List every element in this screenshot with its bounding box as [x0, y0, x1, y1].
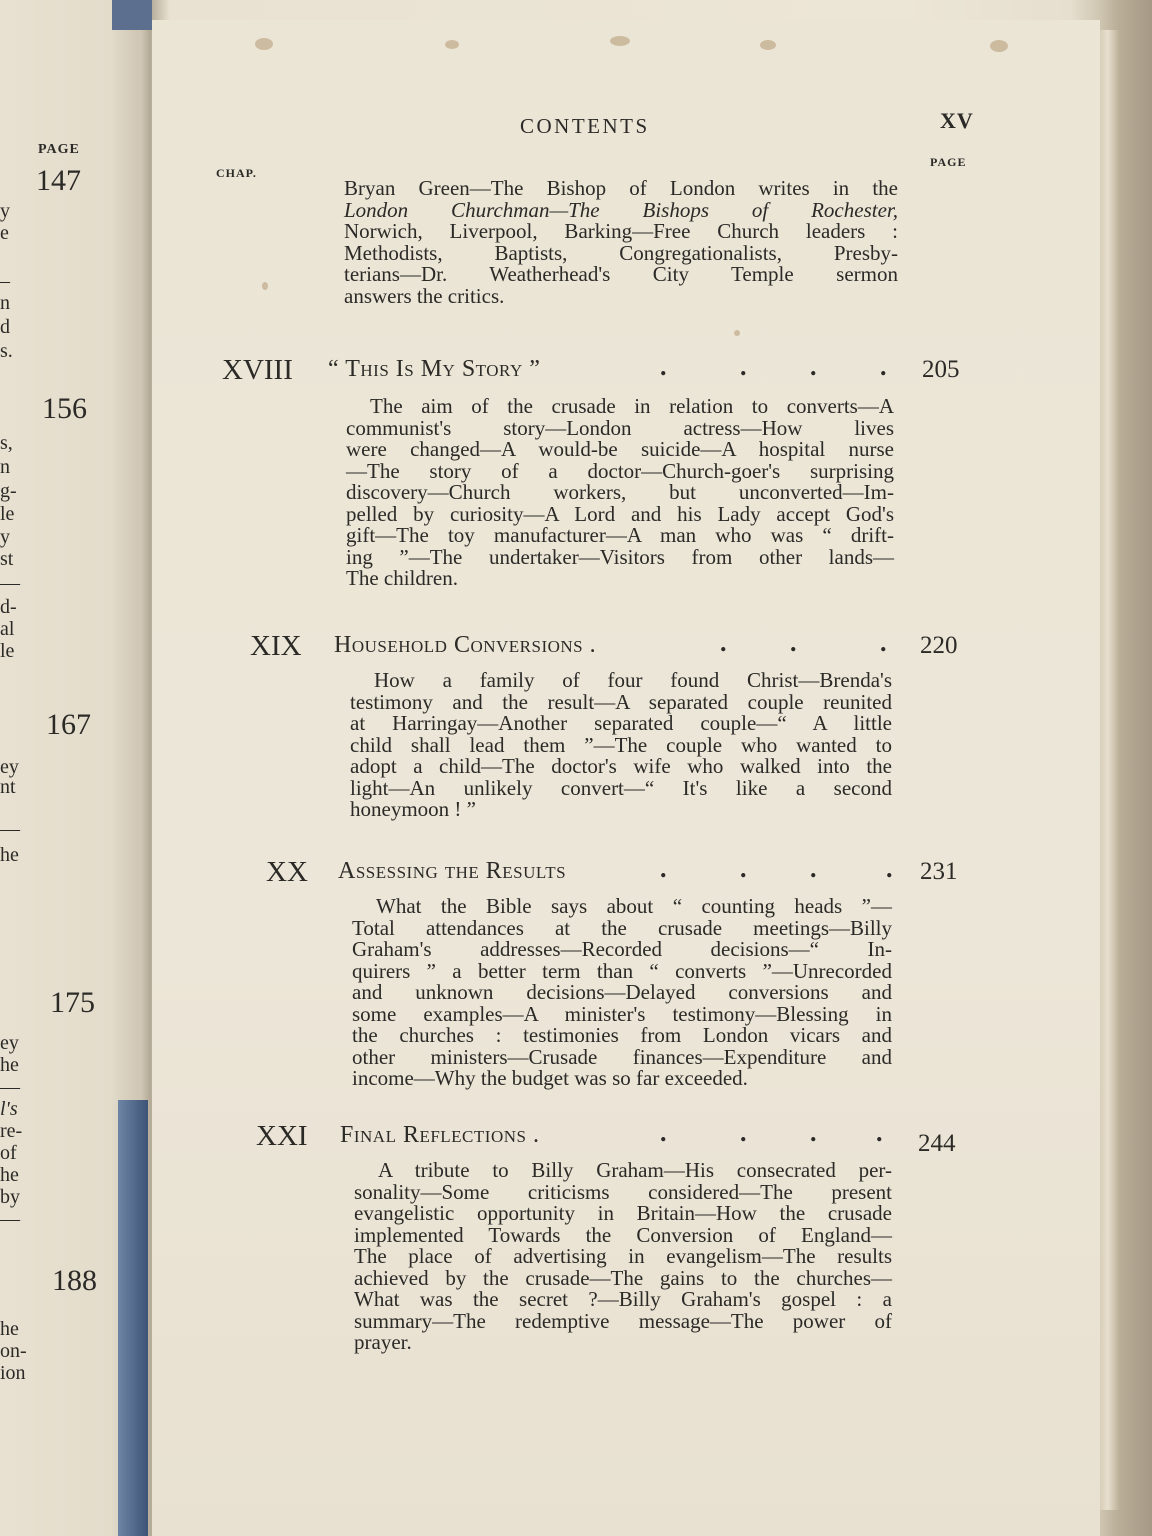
summary-line: prayer.: [354, 1330, 412, 1354]
left-page-fragment: nt: [0, 776, 16, 798]
left-page-fragment: he: [0, 844, 19, 866]
summary-line: How a family of four found Christ—Brenda's: [374, 668, 892, 692]
summary-line: income—Why the budget was so far exceeded.: [352, 1066, 748, 1090]
left-page-fragment: of: [0, 1142, 17, 1164]
left-page-fragment: ey: [0, 1032, 19, 1054]
page-edge: [1100, 30, 1120, 1510]
page-column-label: PAGE: [930, 155, 967, 169]
left-page-fragment: le: [0, 503, 15, 525]
summary-line: sonality—Some criticisms considered—The present: [354, 1179, 892, 1204]
summary-line: communist's story—London actress—How lives: [346, 415, 894, 440]
summary-line: The aim of the crusade in relation to converts—A: [370, 394, 894, 418]
chapter-page-number: 231: [920, 858, 958, 885]
dot-leaders: . . .: [720, 628, 887, 657]
summary-line: Total attendances at the crusade meetings—Billy: [352, 915, 892, 940]
left-page-fragment: —: [0, 1208, 20, 1230]
left-page-fragment: —: [0, 572, 20, 594]
left-page-fragment: g-: [0, 480, 17, 502]
left-page-fragment: n: [0, 292, 10, 314]
left-page-fragment: by: [0, 1186, 20, 1208]
left-page-number: 175: [50, 986, 95, 1019]
chapter-number: XIX: [250, 630, 302, 662]
foxing-stain: [255, 38, 273, 50]
summary-line: Methodists, Baptists, Congregationalists, Presby-: [344, 240, 898, 265]
summary-line: answers the critics.: [344, 283, 505, 308]
dot-leaders: . . . .: [660, 1118, 883, 1147]
foxing-stain: [734, 330, 740, 336]
summary-line: some examples—A minister's testimony—Blessing in: [352, 1001, 892, 1026]
left-page-fragment: d: [0, 316, 10, 338]
left-page-fragment: s.: [0, 340, 13, 362]
book-cover-edge: [118, 1100, 148, 1536]
chapter-number: XXI: [256, 1120, 308, 1152]
summary-line: terians—Dr. Weatherhead's City Temple sermon: [344, 262, 898, 286]
foxing-stain: [262, 282, 268, 290]
left-page-number: 188: [52, 1264, 97, 1297]
left-page-fragment: —: [0, 1076, 20, 1098]
foxing-stain: [445, 40, 459, 49]
summary-line: A tribute to Billy Graham—His consecrated per-: [378, 1158, 892, 1182]
chapter-page-number: 244: [918, 1130, 956, 1157]
left-page-fragment: ey: [0, 756, 19, 778]
left-page-fragment: st: [0, 548, 14, 570]
summary-line: testimony and the result—A separated couple reunited: [350, 689, 892, 714]
left-page-fragment: he: [0, 1164, 19, 1186]
continuation-summary: [344, 178, 898, 307]
chapter-title: Assessing the Results: [338, 858, 567, 884]
chapter-summary: [350, 670, 892, 821]
left-page-fragment: le: [0, 640, 15, 662]
summary-line: honeymoon ! ”: [350, 797, 476, 821]
summary-line: adopt a child—The doctor's wife who walked into the: [350, 754, 892, 778]
left-page-fragment: —: [0, 818, 20, 840]
left-page-fragment: on-: [0, 1340, 27, 1362]
foxing-stain: [990, 40, 1008, 52]
left-page-number: 156: [42, 392, 87, 425]
foxing-stain: [610, 36, 630, 46]
left-page-fragment: ion: [0, 1362, 26, 1384]
chapter-summary: [354, 1160, 892, 1354]
chap-column-label: CHAP.: [216, 166, 257, 180]
summary-line: ing ”—The undertaker—Visitors from other lands—: [346, 544, 894, 569]
summary-line: Graham's addresses—Recorded decisions—“ In-: [352, 937, 892, 961]
summary-line: What was the secret ?—Billy Graham's gospel : a: [354, 1287, 892, 1311]
chapter-number: XVIII: [222, 354, 293, 386]
left-page-fragment: l's: [0, 1098, 18, 1120]
contents-header: CONTENTS: [520, 114, 650, 138]
summary-line: summary—The redemptive message—The power of: [354, 1308, 892, 1333]
chapter-title: Household Conversions .: [334, 632, 597, 658]
left-page-fragment: al: [0, 618, 15, 640]
left-page-fragment: s,: [0, 432, 13, 454]
left-page-fragment: d-: [0, 596, 17, 618]
summary-line: discovery—Church workers, but unconverted—Im-: [346, 480, 894, 504]
foxing-stain: [760, 40, 776, 50]
left-page-number: 167: [46, 708, 91, 741]
summary-line: the churches : testimonies from London vicars and: [352, 1023, 892, 1047]
summary-line: light—An unlikely convert—“ It's like a second: [350, 775, 892, 800]
left-page-number: 147: [36, 164, 81, 197]
summary-line: achieved by the crusade—The gains to the churches—: [354, 1265, 892, 1290]
chapter-title: “ This Is My Story ”: [328, 356, 541, 382]
chapter-title: Final Reflections .: [340, 1122, 540, 1148]
summary-line: pelled by curiosity—A Lord and his Lady accept God's: [346, 501, 894, 526]
summary-line: The children.: [346, 566, 458, 590]
left-page-fragment: y: [0, 200, 10, 222]
dot-leaders: . . . .: [660, 854, 893, 883]
dot-leaders: . . . .: [660, 352, 887, 381]
summary-line: London Churchman—The Bishops of Rochester,: [344, 197, 898, 222]
summary-line: and unknown decisions—Delayed conversions and: [352, 980, 892, 1004]
summary-line: quirers ” a better term than “ converts ”—Unrecorded: [352, 958, 892, 983]
summary-line: evangelistic opportunity in Britain—How the crusade: [354, 1201, 892, 1225]
page-numeral: XV: [940, 108, 974, 133]
left-page-fragment: n: [0, 456, 10, 478]
chapter-page-number: 220: [920, 632, 958, 659]
summary-line: What the Bible says about “ counting heads ”—: [376, 894, 892, 918]
left-page-fragment: y: [0, 526, 10, 548]
summary-line: —The story of a doctor—Church-goer's surprising: [346, 458, 894, 483]
left-page-fragment: e: [0, 222, 9, 244]
summary-line: The place of advertising in evangelism—The results: [354, 1244, 892, 1268]
left-page-fragment: he: [0, 1054, 19, 1076]
chapter-summary: [352, 896, 892, 1090]
summary-line: at Harringay—Another separated couple—“ A little: [350, 711, 892, 735]
summary-line: were changed—A would-be suicide—A hospital nurse: [346, 437, 894, 461]
left-page-fragment: –: [0, 270, 10, 292]
left-page-label: PAGE: [38, 142, 80, 157]
left-page-fragment: he: [0, 1318, 19, 1340]
summary-line: other ministers—Crusade finances—Expenditure and: [352, 1044, 892, 1069]
chapter-number: XX: [266, 856, 308, 888]
summary-line: child shall lead them ”—The couple who wanted to: [350, 732, 892, 757]
chapter-page-number: 205: [922, 356, 960, 383]
summary-line: Bryan Green—The Bishop of London writes in the: [344, 176, 898, 200]
summary-line: implemented Towards the Conversion of England—: [354, 1222, 892, 1247]
book-cover-edge: [112, 0, 152, 30]
left-page-fragment: re-: [0, 1120, 23, 1142]
summary-line: Norwich, Liverpool, Barking—Free Church leaders :: [344, 219, 898, 243]
summary-line: gift—The toy manufacturer—A man who was “ drift-: [346, 523, 894, 547]
chapter-summary: [346, 396, 894, 590]
